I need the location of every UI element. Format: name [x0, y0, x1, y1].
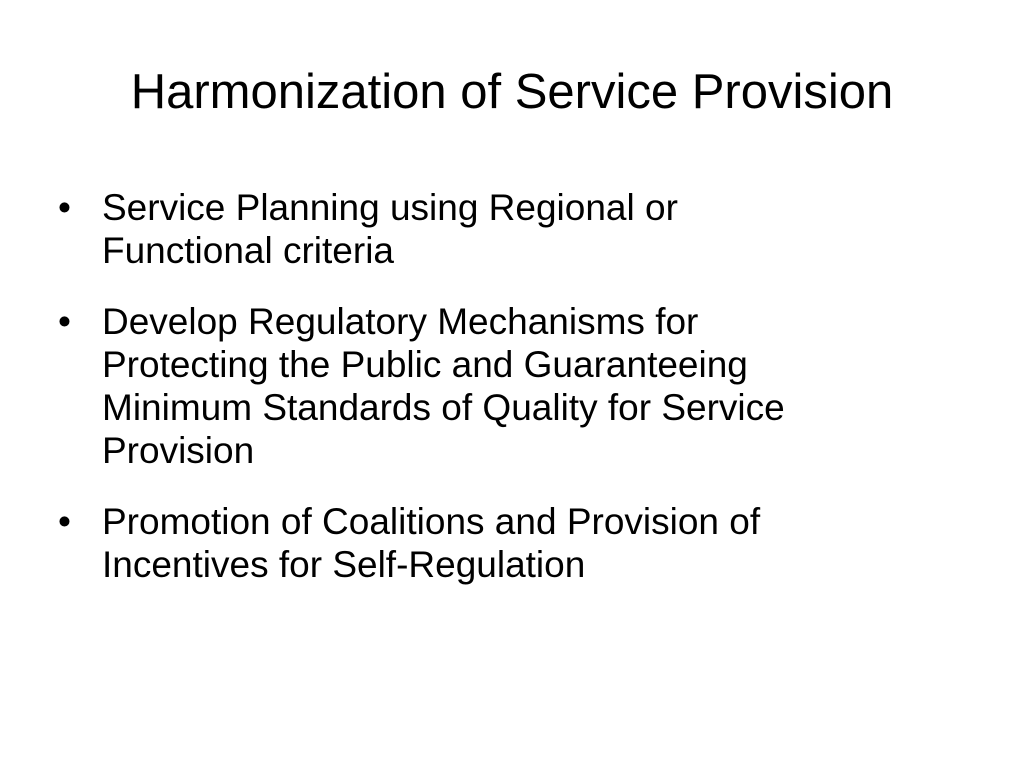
bullet-text-line: Promotion of Coalitions and Provision of — [102, 501, 761, 542]
bullet-item-2 — [56, 300, 956, 472]
bullet-marker: • — [58, 187, 71, 228]
bullet-text-line: Minimum Standards of Quality for Service — [102, 387, 785, 428]
bullet-marker: • — [58, 301, 71, 342]
bullet-text-line: Service Planning using Regional or — [102, 187, 678, 228]
bullet-text-line: Functional criteria — [102, 230, 395, 271]
bullet-text-line: Protecting the Public and Guaranteeing — [102, 344, 748, 385]
bullet-list — [56, 186, 956, 614]
bullet-text-line: Provision — [102, 430, 255, 471]
bullet-item-3 — [56, 500, 956, 586]
bullet-marker: • — [58, 501, 71, 542]
bullet-item-1 — [56, 186, 956, 272]
slide-title: Harmonization of Service Provision — [130, 65, 894, 119]
bullet-text-line: Develop Regulatory Mechanisms for — [102, 301, 699, 342]
bullet-text-line: Incentives for Self-Regulation — [102, 544, 586, 585]
